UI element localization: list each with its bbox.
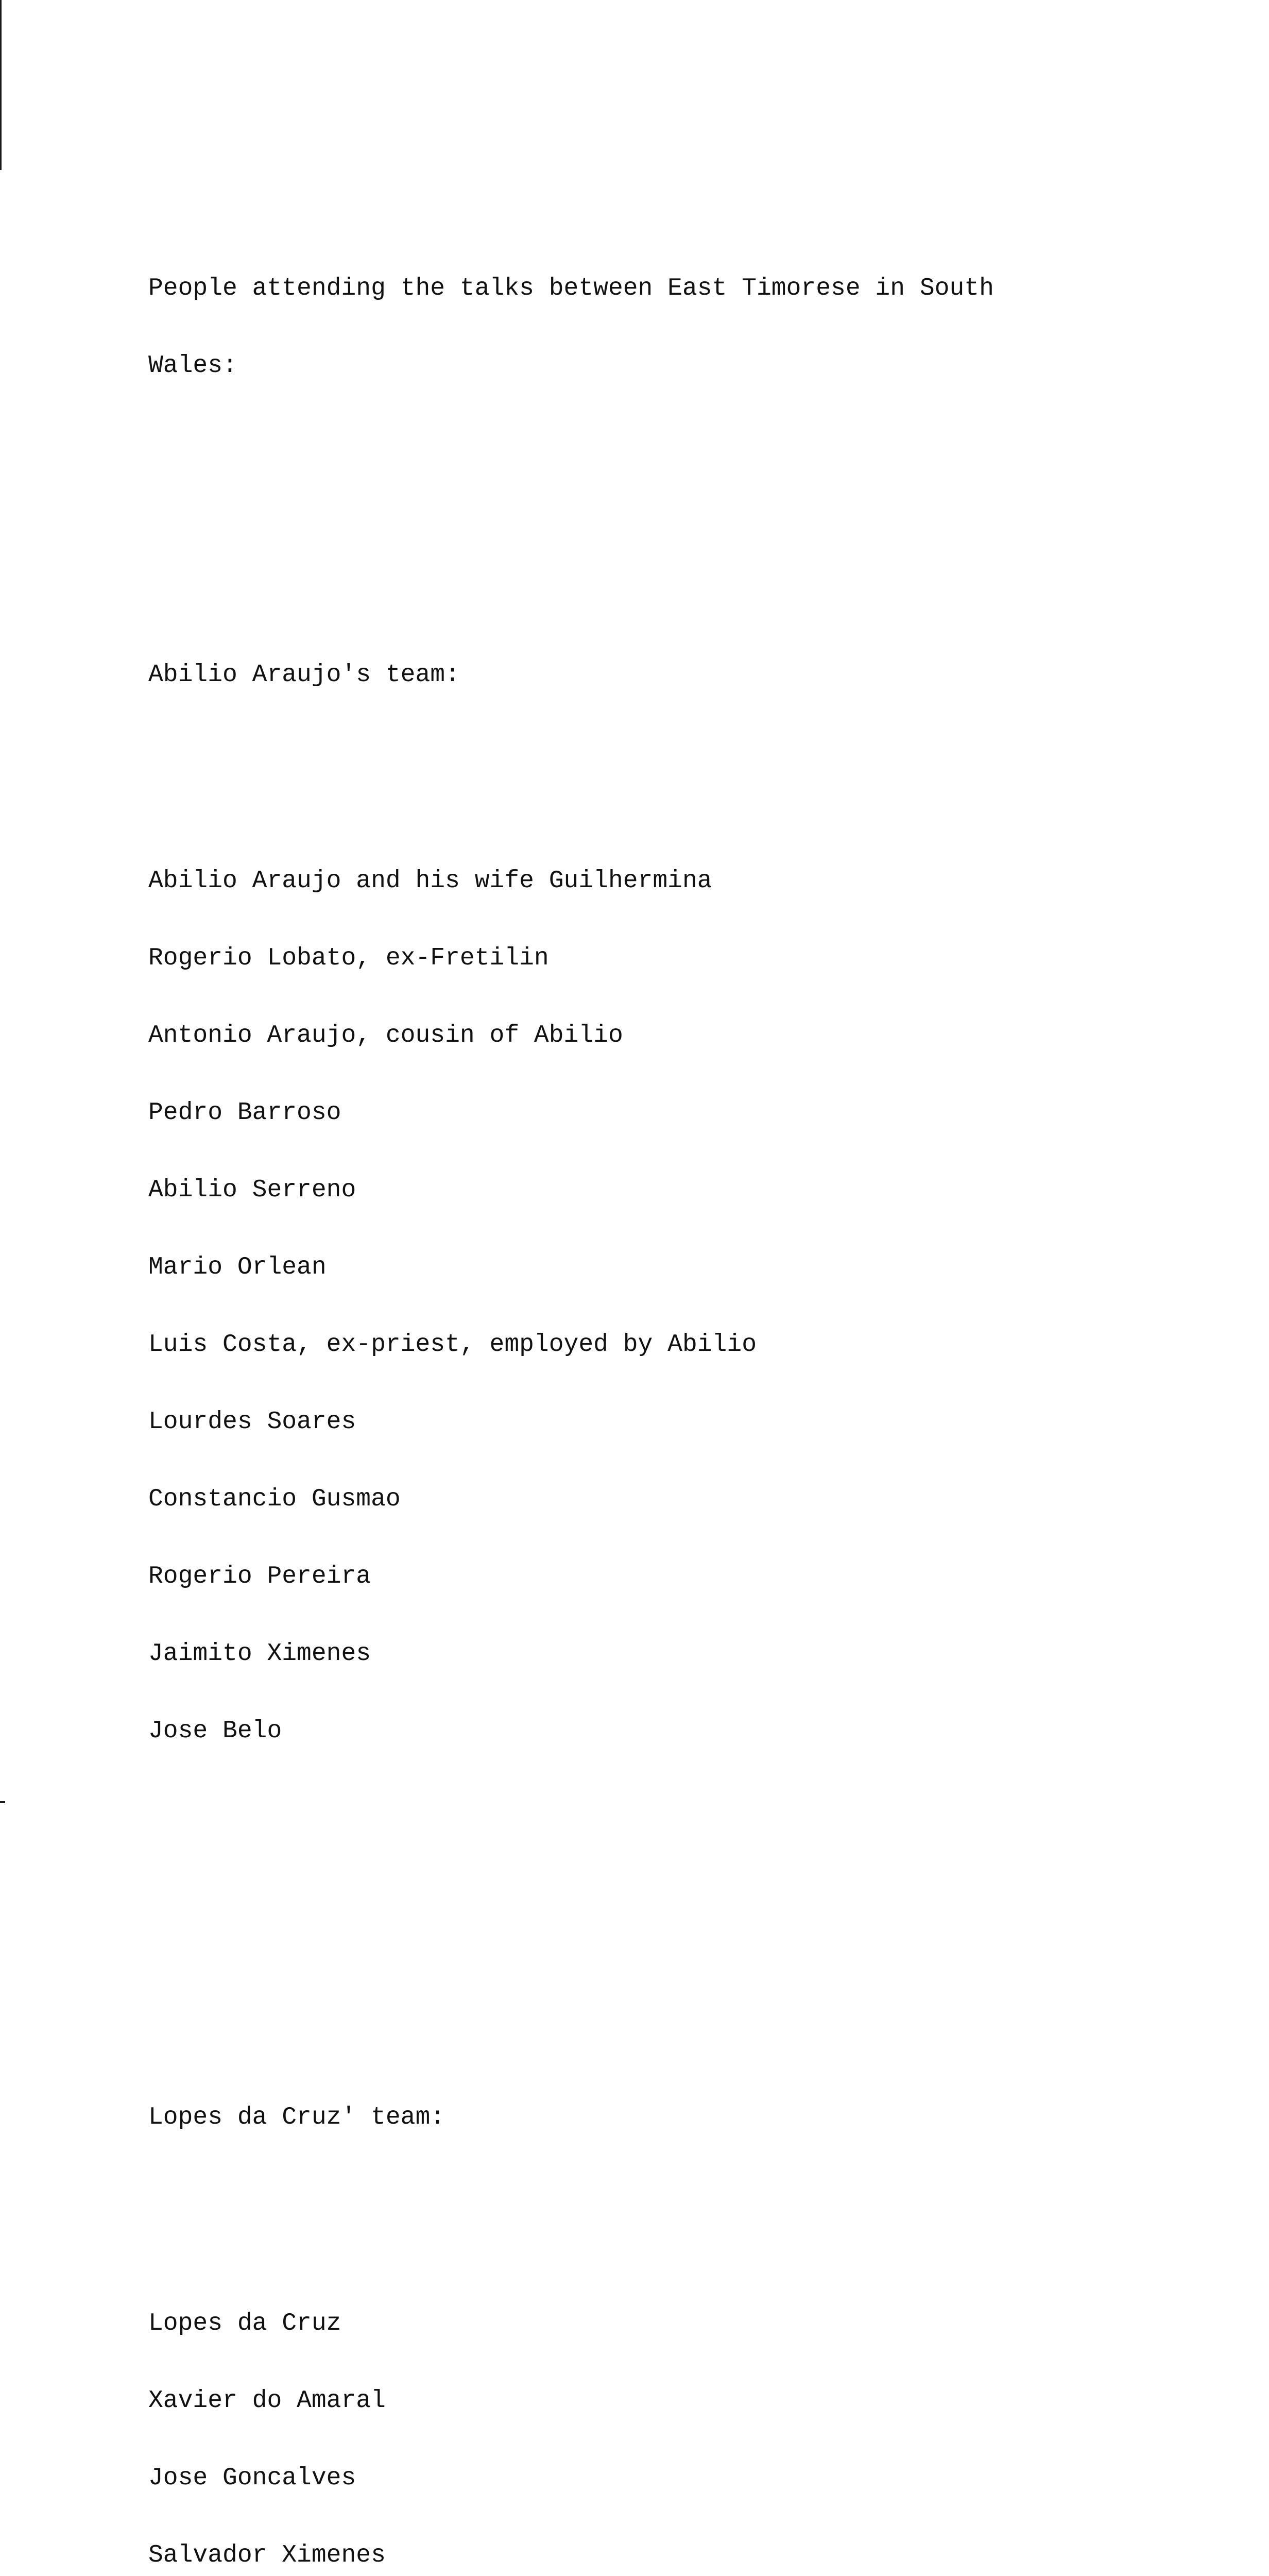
document-body: [148, 147, 1178, 2576]
heading-line: Wales:: [148, 352, 237, 380]
team-cruz-section: [148, 2053, 1178, 2576]
list-item: Xavier do Amaral: [148, 2387, 386, 2415]
list-item: Luis Costa, ex-priest, employed by Abilio: [148, 1331, 757, 1359]
scan-corner-mark: [0, 1801, 5, 1803]
team-title: Lopes da Cruz' team:: [148, 2104, 445, 2131]
team-araujo-section: [148, 611, 1178, 1847]
list-item: Abilio Serreno: [148, 1176, 356, 1204]
list-item: Pedro Barroso: [148, 1099, 341, 1127]
list-item: Constancio Gusmao: [148, 1485, 401, 1513]
heading: [148, 224, 1178, 430]
list-item: Antonio Araujo, cousin of Abilio: [148, 1022, 623, 1049]
list-item: Rogerio Lobato, ex-Fretilin: [148, 944, 549, 972]
scan-edge-mark: [0, 0, 2, 170]
list-item: Rogerio Pereira: [148, 1563, 371, 1590]
team-title: Abilio Araujo's team:: [148, 661, 460, 689]
team-araujo-list: [148, 817, 1178, 1795]
list-item: Jaimito Ximenes: [148, 1640, 371, 1668]
list-item: Mario Orlean: [148, 1253, 327, 1281]
list-item: Salvador Ximenes: [148, 2541, 386, 2569]
heading-line: People attending the talks between East Timorese in South: [148, 275, 994, 302]
list-item: Jose Goncalves: [148, 2464, 356, 2492]
team-cruz-list: [148, 2259, 1178, 2576]
list-item: Lourdes Soares: [148, 1408, 356, 1436]
list-item: Abilio Araujo and his wife Guilhermina: [148, 867, 712, 895]
list-item: Jose Belo: [148, 1717, 282, 1745]
list-item: Lopes da Cruz: [148, 2310, 341, 2337]
